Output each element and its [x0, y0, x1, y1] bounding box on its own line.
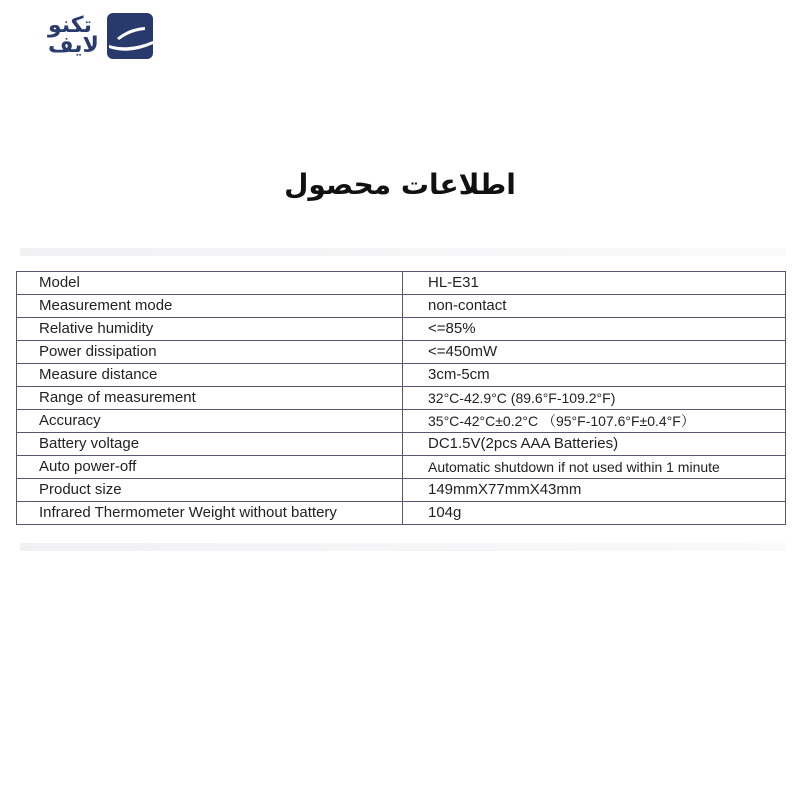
spec-label: Measurement mode — [17, 295, 403, 318]
spec-label: Model — [17, 272, 403, 295]
logo-wordmark — [48, 13, 99, 58]
spec-value: HL-E31 — [403, 272, 786, 295]
spec-table — [16, 271, 786, 525]
table-row — [17, 456, 786, 479]
spec-value: 149mmX77mmX43mm — [403, 479, 786, 502]
table-row — [17, 479, 786, 502]
scan-artifact — [20, 248, 786, 256]
spec-label: Accuracy — [17, 410, 403, 433]
spec-label: Infrared Thermometer Weight without battery — [17, 502, 403, 525]
spec-value: 3cm-5cm — [403, 364, 786, 387]
spec-label: Auto power-off — [17, 456, 403, 479]
spec-label: Product size — [17, 479, 403, 502]
table-row — [17, 387, 786, 410]
table-row — [17, 502, 786, 525]
spec-value: <=450mW — [403, 341, 786, 364]
spec-value: non-contact — [403, 295, 786, 318]
spec-value: Automatic shutdown if not used within 1 minute — [403, 456, 786, 479]
spec-value: 104g — [403, 502, 786, 525]
table-row — [17, 272, 786, 295]
spec-label: Battery voltage — [17, 433, 403, 456]
table-row — [17, 433, 786, 456]
spec-label: Power dissipation — [17, 341, 403, 364]
table-row — [17, 364, 786, 387]
table-row — [17, 341, 786, 364]
scan-artifact — [20, 543, 786, 551]
spec-value: 32°C-42.9°C (89.6°F-109.2°F) — [403, 387, 786, 410]
brand-logo[interactable] — [48, 10, 173, 62]
spec-value: 35°C-42°C±0.2°C （95°F-107.6°F±0.4°F） — [403, 410, 786, 433]
logo-line-1: تکنو — [48, 13, 92, 38]
table-row — [17, 318, 786, 341]
spec-label: Range of measurement — [17, 387, 403, 410]
spec-value: <=85% — [403, 318, 786, 341]
table-row — [17, 295, 786, 318]
table-row — [17, 410, 786, 433]
logo-line-2: لایف — [48, 33, 99, 58]
spec-value: DC1.5V(2pcs AAA Batteries) — [403, 433, 786, 456]
spec-label: Measure distance — [17, 364, 403, 387]
page-title: اطلاعات محصول — [284, 168, 516, 201]
spec-label: Relative humidity — [17, 318, 403, 341]
technolife-logo-icon — [107, 13, 153, 59]
